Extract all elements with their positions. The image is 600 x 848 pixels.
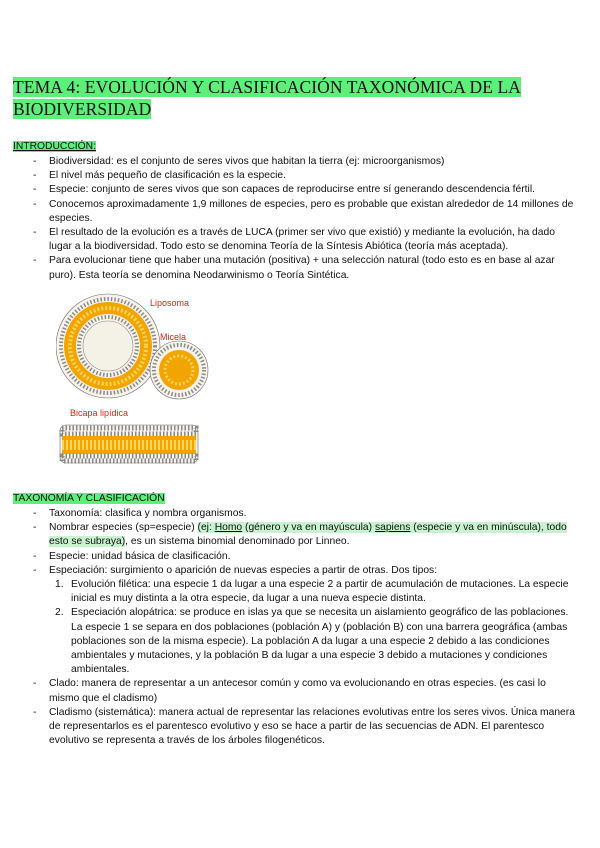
numbered-item: 2. Especiación alopátrica: se produce en islas ya que se necesita un aislamiento geográfico de las poblaciones. La especie 1 se separa en dos poblaciones (población A) y (población B) con una barrera geográfica (ambas poblaciones son de la misma especie). La población A da lugar a una especie 2 debido a las condiciones ambientales y mutaciones, y la población B da lugar a una especie 3 debido a mutaciones y condiciones ambientales. (55, 607, 569, 676)
list-item: - Conocemos aproximadamente 1,9 millones de especies, pero es probable que existan alrededor de 14 millones de especies. (13, 198, 577, 226)
intro-heading: INTRODUCCIÓN: (13, 141, 96, 152)
list-item: - Taxonomía: clasifica y nombra organismos. (13, 507, 577, 521)
bilayer-label: Bicapa lipídica (70, 408, 129, 418)
micelle-graphic (150, 341, 208, 399)
list-item: - Especie: unidad básica de clasificación. (13, 550, 577, 564)
list-item: - Nombrar especies (sp=especie) (ej: Homo (género y va en mayúscula) sapiens (especie y va en minúscula), todo esto se subraya), es un sistema binomial denominado por Linneo. (13, 521, 577, 549)
list-item: - El nivel más pequeño de clasificación es la especie. (13, 169, 577, 183)
bilayer-graphic (60, 425, 198, 463)
list-item: - El resultado de la evolución es a través de LUCA (primer ser vivo que existió) y mediante la evolución, ha dado lugar a la biodiversidad. Todo esto se denomina Teoría de la Síntesis Abiótica (teoría más aceptada). (13, 226, 577, 254)
list-item: - Para evolucionar tiene que haber una mutación (positiva) + una selección natural (todo esto es en base al azar puro). Esta teoría se denomina Neodarwinismo o Teoría Sintética. (13, 254, 577, 282)
highlighted-example: (ej: Homo (género y va en mayúscula) sapiens (especie y va en minúscula), todo esto se subraya) (49, 522, 567, 548)
title-line-1: TEMA 4: EVOLUCIÓN Y CLASIFICACIÓN TAXONÓMICA DE LA (13, 77, 522, 97)
lipid-structures-illustration (56, 290, 246, 470)
taxonomy-list-cont (13, 677, 577, 748)
list-item: - Clado: manera de representar a un antecesor común y como va evolucionando en otras especies. (es casi lo mismo que el cladismo) (13, 677, 577, 705)
taxonomy-list (13, 507, 577, 578)
liposome-label: Liposoma (150, 298, 190, 308)
list-item: - Especiación: surgimiento o aparición de nuevas especies a partir de otras. Dos tipos: (13, 564, 577, 578)
speciation-types-list (13, 578, 577, 677)
intro-section (13, 140, 577, 283)
micelle-label: Micela (160, 332, 187, 342)
page-title (13, 76, 553, 120)
intro-list (13, 155, 577, 283)
list-item: - Especie: conjunto de seres vivos que son capaces de reproducirse entre sí generando descendencia fértil. (13, 183, 577, 197)
taxonomy-heading: TAXONOMÍA Y CLASIFICACIÓN (13, 493, 165, 504)
lipid-structures-figure (56, 290, 246, 470)
liposome-graphic (56, 294, 160, 398)
list-item: - Biodiversidad: es el conjunto de seres vivos que habitan la tierra (ej: microorganismos) (13, 155, 577, 169)
taxonomy-section (13, 492, 577, 748)
numbered-item: 1. Evolución filética: una especie 1 da lugar a una especie 2 a partir de acumulación de mutaciones. La especie inicial es muy distinta a la otra especie, da lugar a una nueva especie distinta. (55, 579, 569, 605)
title-line-2: BIODIVERSIDAD (13, 99, 152, 119)
species-example: sapiens (374, 522, 411, 534)
list-item: - Cladismo (sistemática): manera actual de representar las relaciones evolutivas entre los seres vivos. Única manera de representarlos es el parentesco evolutivo y eso se hace a partir de las secuencias de ADN. El parentesco evolutivo se representa a través de los árboles filogenéticos. (13, 706, 577, 749)
genus-example: Homo (214, 522, 243, 534)
